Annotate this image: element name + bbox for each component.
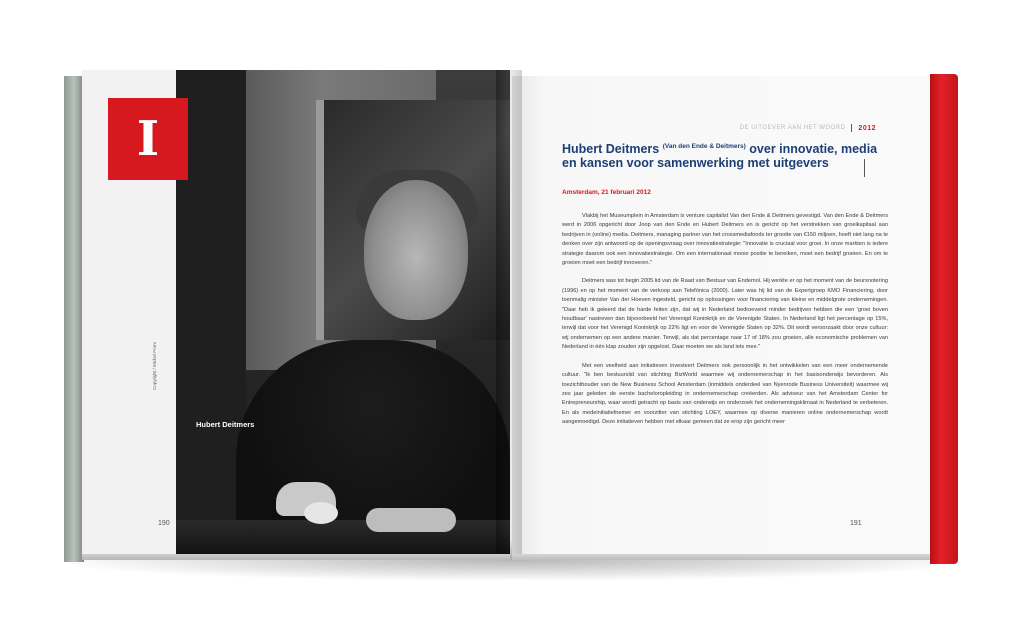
- chapter-marker: [108, 98, 188, 180]
- page-number-left: 190: [158, 520, 170, 527]
- running-header: [740, 124, 876, 132]
- back-cover-right-edge: [930, 74, 958, 564]
- photo-caption: Hubert Deitmers: [196, 420, 255, 429]
- headline-name: Hubert Deitmers: [562, 142, 660, 156]
- header-divider: [851, 124, 852, 132]
- paragraph: Vlakbij het Museumplein in Amsterdam is venture capitalist Van den Ende & Deitmers gevestigd. Van den Ende & Deitmers werd in 2006 opgericht door Joop van den Ende en Hubert Deitmers en is gericht op het verstrekken van groeikapitaal aan bedrijven in (online) media. Deitmers, managing partner van het crossmediafonds ter grootte van €150 miljoen, hoeft niet lang na te denken over zijn antwoord op de openingsvraag over innovatiestrategie: "Innovatie is cruciaal voor groei. In onze markten is iedere strategie daarom ook een innovatiestrategie. Om een internationaal mooie positie te bereiken, moet een bedrijf groeien. En om te groeien moet een bedrijf innoveren.": [562, 213, 888, 267]
- article-headline: [562, 142, 892, 170]
- chapter-letter: I: [136, 111, 160, 167]
- left-page: [82, 70, 510, 556]
- headline-rest: over innovatie, media en kansen voor samenwerking met uitgevers: [562, 142, 878, 170]
- headline-rule: [864, 159, 865, 177]
- dateline: Amsterdam, 21 februari 2012: [562, 189, 651, 196]
- back-cover-left-edge: [64, 76, 84, 562]
- running-header-title: DE UITGEVER AAN HET WOORD: [739, 125, 846, 131]
- paragraph: Met een veelheid aan initiatieven investeert Deitmers ook persoonlijk in het ontwikkelen van een meer ondernemende cultuur. "Ik ben bestuurslid van stichting BizWorld waarmee wij ondernemerschap in het basisonderwijs bevorderen. Als toezichthouder van de New Business School Amsterdam (inmiddels onderdeel van Nyenrode Business Universiteit) waarmee wij zes jaar geleden de eerste bacheloropleiding in ondernemerschap creëerden. Als adviseur van het Amsterdam Center for Entrepreneurship, waar wordt getracht op basis van onderwijs en onderzoek het ondernemingsklimaat in Nederland te verbeteren. En als medeinitiatiefnemer en voorzitter van stichting LOEY, waarmee op diverse manieren online ondernemerschap wordt aangemoedigd. Deze initiatieven hebben met elkaar gemeen dat ze erop zijn gericht meer: [562, 362, 888, 426]
- book-gutter: [496, 70, 522, 560]
- page-number-right: 191: [850, 520, 862, 527]
- left-page-edge: [82, 554, 510, 560]
- portrait-photo: [176, 70, 510, 556]
- headline-affiliation: (Van den Ende & Deitmers): [662, 142, 746, 150]
- article-body: [562, 212, 888, 437]
- photo-desk: [176, 520, 510, 556]
- photo-mouse: [304, 502, 338, 524]
- right-page-edge: [512, 554, 930, 560]
- photo-person-head: [364, 180, 468, 320]
- photo-hand-right: [366, 508, 456, 532]
- running-header-year: 2012: [858, 124, 876, 132]
- right-page: [512, 76, 930, 556]
- photo-copyright: Copyright / Michel Porro: [152, 341, 157, 390]
- paragraph: Deitmers was tot begin 2005 lid van de Raad van Bestuur van Endemol. Hij werkte er op het moment van de beursnotering (1996) en op het moment van de verkoop aan Telefónica (2000). Later was hij lid van de Expertgroep KMO Financiering, door toenmalig minister Van der Hoeven ingesteld, gericht op oplossingen voor financiering van kleine en middelgrote ondernemingen. "Daar heb ik geleerd dat de harde feiten zijn, dat wij in Nederland bedroevend minder bedrijven hebben die een 'groei boven houdbaar' nastreven dan bijvoorbeeld het Verenigd Koninkrijk en de Verenigde Staten. In Nederland ligt het percentage op 15%, terwijl dat voor het Verenigd Koninkrijk op 22% ligt en voor de Verenigde Staten op 32%. Dit wordt veroorzaakt door onze cultuur: wij ondernemen op een andere manier. Terwijl, als dat percentage naar 17 of 18% zou groeien, alle economische problemen van Nederland in één klap zouden zijn opgelost. Daar moeten we als land iets mee.": [562, 278, 888, 351]
